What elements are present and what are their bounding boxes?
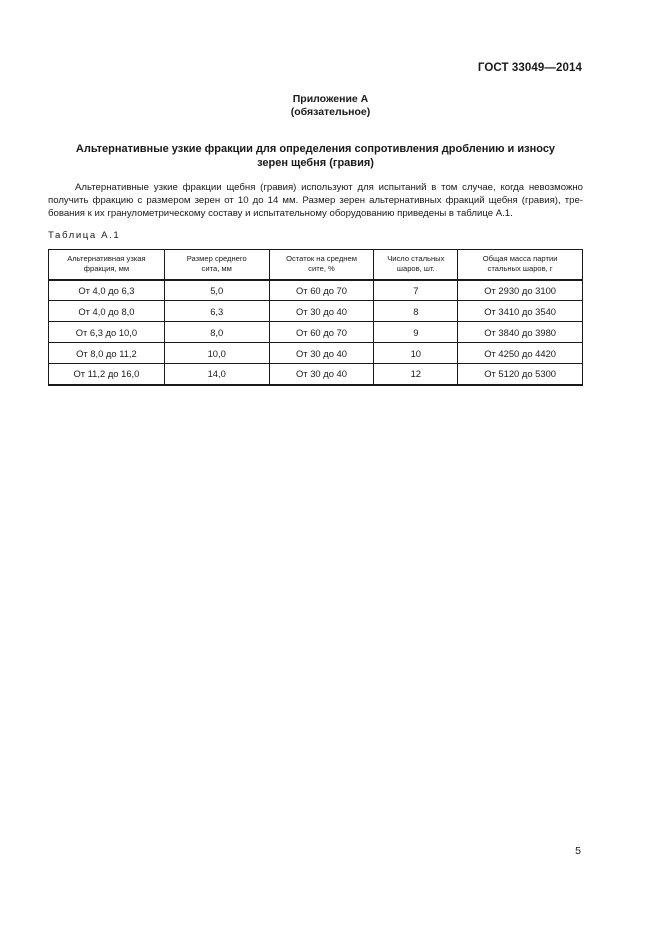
section-title-line-1: Альтернативные узкие фракции для определения сопротивления дроблению и износу	[75, 143, 556, 155]
table-cell: От 8,0 до 11,2	[49, 343, 165, 364]
appendix-status: (обязательное)	[290, 106, 371, 118]
paragraph-line-1: Альтернативные узкие фракции щебня (гравия) используют для испытаний в том случае, когда невозможно	[75, 182, 583, 193]
table-cell: От 4,0 до 8,0	[49, 301, 165, 322]
header-cell-ball-mass: Общая масса партии стальных шаров, г	[458, 250, 583, 280]
table-cell: 7	[374, 280, 458, 301]
table-header-row	[49, 250, 583, 280]
table-cell: От 4,0 до 6,3	[49, 280, 165, 301]
header-cell-sieve-size: Размер среднего сита, мм	[164, 250, 269, 280]
table-cell: От 2930 до 3100	[458, 280, 583, 301]
table-cell: От 30 до 40	[269, 343, 374, 364]
header-cell-fraction: Альтернативная узкая фракция, мм	[49, 250, 165, 280]
table-cell: 12	[374, 364, 458, 385]
table-cell: От 60 до 70	[269, 280, 374, 301]
table-cell: От 30 до 40	[269, 364, 374, 385]
table-cell: 8,0	[164, 322, 269, 343]
fractions-table	[48, 249, 583, 386]
appendix-heading	[0, 93, 661, 119]
table-cell: От 30 до 40	[269, 301, 374, 322]
table-cell: От 6,3 до 10,0	[49, 322, 165, 343]
table-cell: От 60 до 70	[269, 322, 374, 343]
table-caption: Таблица А.1	[48, 230, 121, 241]
header-cell-ball-count: Число стальных шаров, шт.	[374, 250, 458, 280]
table-cell: От 11,2 до 16,0	[49, 364, 165, 385]
paragraph-line-2: получить фракцию с размером зерен от 10 до 14 мм. Размер зерен альтернативных фракций щебня (гравия), тре-	[48, 195, 583, 206]
table-cell: 5,0	[164, 280, 269, 301]
page-number: 5	[575, 845, 581, 857]
table-row	[49, 364, 583, 385]
body-paragraph	[48, 181, 583, 220]
table-row	[49, 301, 583, 322]
table-cell: 14,0	[164, 364, 269, 385]
table-cell: 9	[374, 322, 458, 343]
table-row	[49, 322, 583, 343]
table-cell: 10	[374, 343, 458, 364]
header-cell-residue: Остаток на среднем сите, %	[269, 250, 374, 280]
table-cell: 10,0	[164, 343, 269, 364]
section-title	[48, 142, 583, 170]
appendix-title: Приложение А	[292, 93, 369, 105]
section-title-line-2: зерен щебня (гравия)	[257, 157, 374, 169]
table-cell: От 3410 до 3540	[458, 301, 583, 322]
table-row	[49, 280, 583, 301]
table-cell: 8	[374, 301, 458, 322]
table-cell: От 3840 до 3980	[458, 322, 583, 343]
table-cell: От 5120 до 5300	[458, 364, 583, 385]
table-row	[49, 343, 583, 364]
table-cell: От 4250 до 4420	[458, 343, 583, 364]
paragraph-line-3: бования к их гранулометрическому составу и испытательному оборудованию приведены в таблице А.1.	[48, 208, 513, 219]
table-cell: 6,3	[164, 301, 269, 322]
standard-code: ГОСТ 33049—2014	[477, 62, 582, 74]
